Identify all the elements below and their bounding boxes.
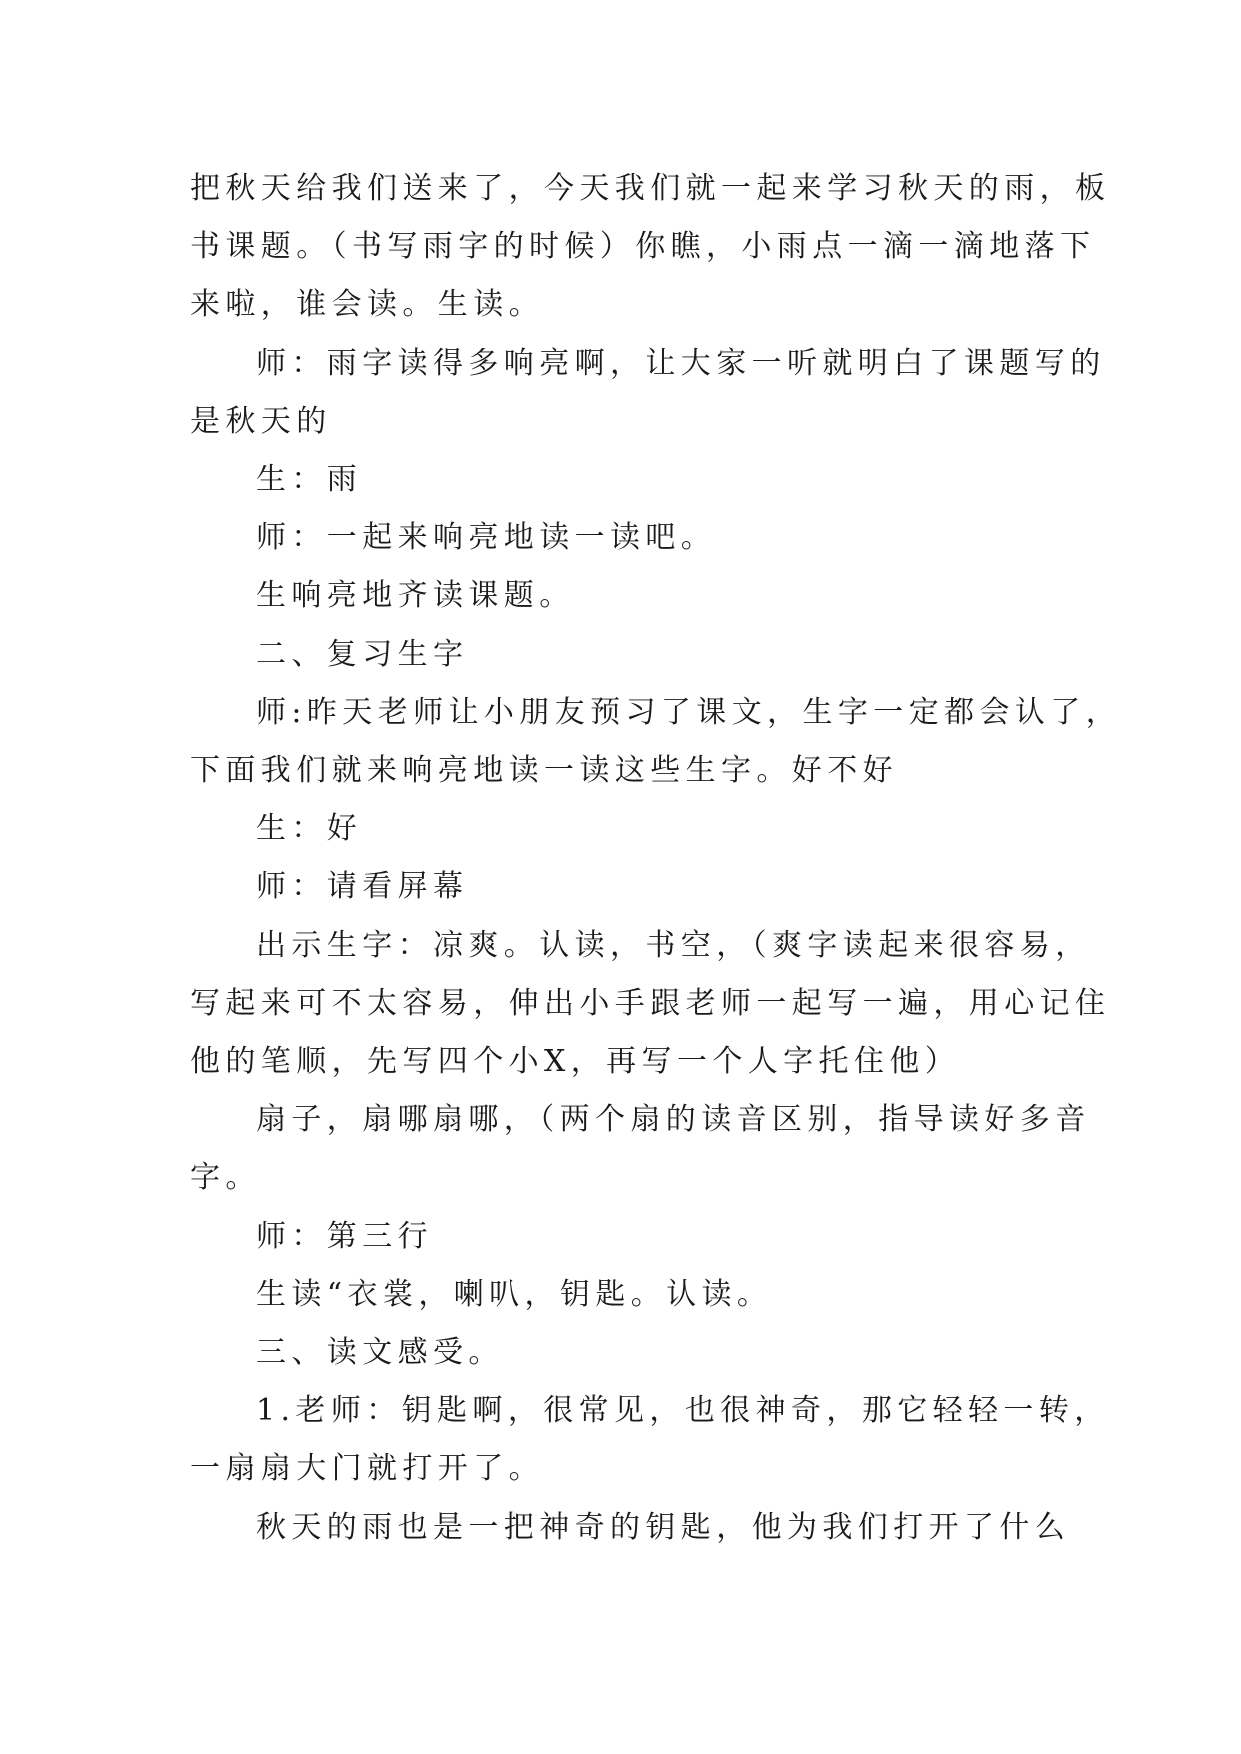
text-line: 他的笔顺，先写四个小X，再写一个人字托住他） <box>190 1044 961 1080</box>
text-line: 师:昨天老师让小朋友预习了课文，生字一定都会认了， <box>256 694 1122 730</box>
text-line: 字。 <box>190 1160 261 1196</box>
text-line: 写起来可不太容易，伸出小手跟老师一起写一遍，用心记住 <box>190 985 1111 1021</box>
text-line: 书课题。（书写雨字的时候）你瞧，小雨点一滴一滴地落下 <box>190 229 1096 265</box>
text-line: 生：好 <box>256 811 363 847</box>
text-line: 师：雨字读得多响亮啊，让大家一听就明白了课题写的 <box>256 345 1106 381</box>
text-line: 来啦，谁会读。生读。 <box>190 287 544 323</box>
text-line: 扇子，扇哪扇哪，（两个扇的读音区别，指导读好多音 <box>256 1102 1091 1138</box>
section-heading: 二、复习生字 <box>256 636 469 672</box>
text-line: 把秋天给我们送来了，今天我们就一起来学习秋天的雨，板 <box>190 171 1111 206</box>
document-body <box>190 160 1122 1557</box>
text-line: 生：雨 <box>256 462 363 498</box>
text-line: 下面我们就来响亮地读一读这些生字。好不好 <box>190 753 898 789</box>
text-line: 师：第三行 <box>256 1218 433 1254</box>
text-line: 生响亮地齐读课题。 <box>256 578 575 614</box>
section-heading: 三、读文感受。 <box>256 1335 504 1371</box>
text-line: 秋天的雨也是一把神奇的钥匙，他为我们打开了什么 <box>256 1509 1071 1545</box>
text-line: 生读“衣裳，喇叭，钥匙。认读。 <box>256 1276 773 1312</box>
text-line: 1.老师：钥匙啊，很常见，也很神奇，那它轻轻一转， <box>256 1393 1110 1429</box>
text-line: 师：请看屏幕 <box>256 869 469 905</box>
text-line: 师：一起来响亮地读一读吧。 <box>256 520 717 556</box>
text-line: 是秋天的 <box>190 403 332 439</box>
text-line: 一扇扇大门就打开了。 <box>190 1451 544 1487</box>
text-line: 出示生字：凉爽。认读，书空，（爽字读起来很容易， <box>256 927 1091 963</box>
